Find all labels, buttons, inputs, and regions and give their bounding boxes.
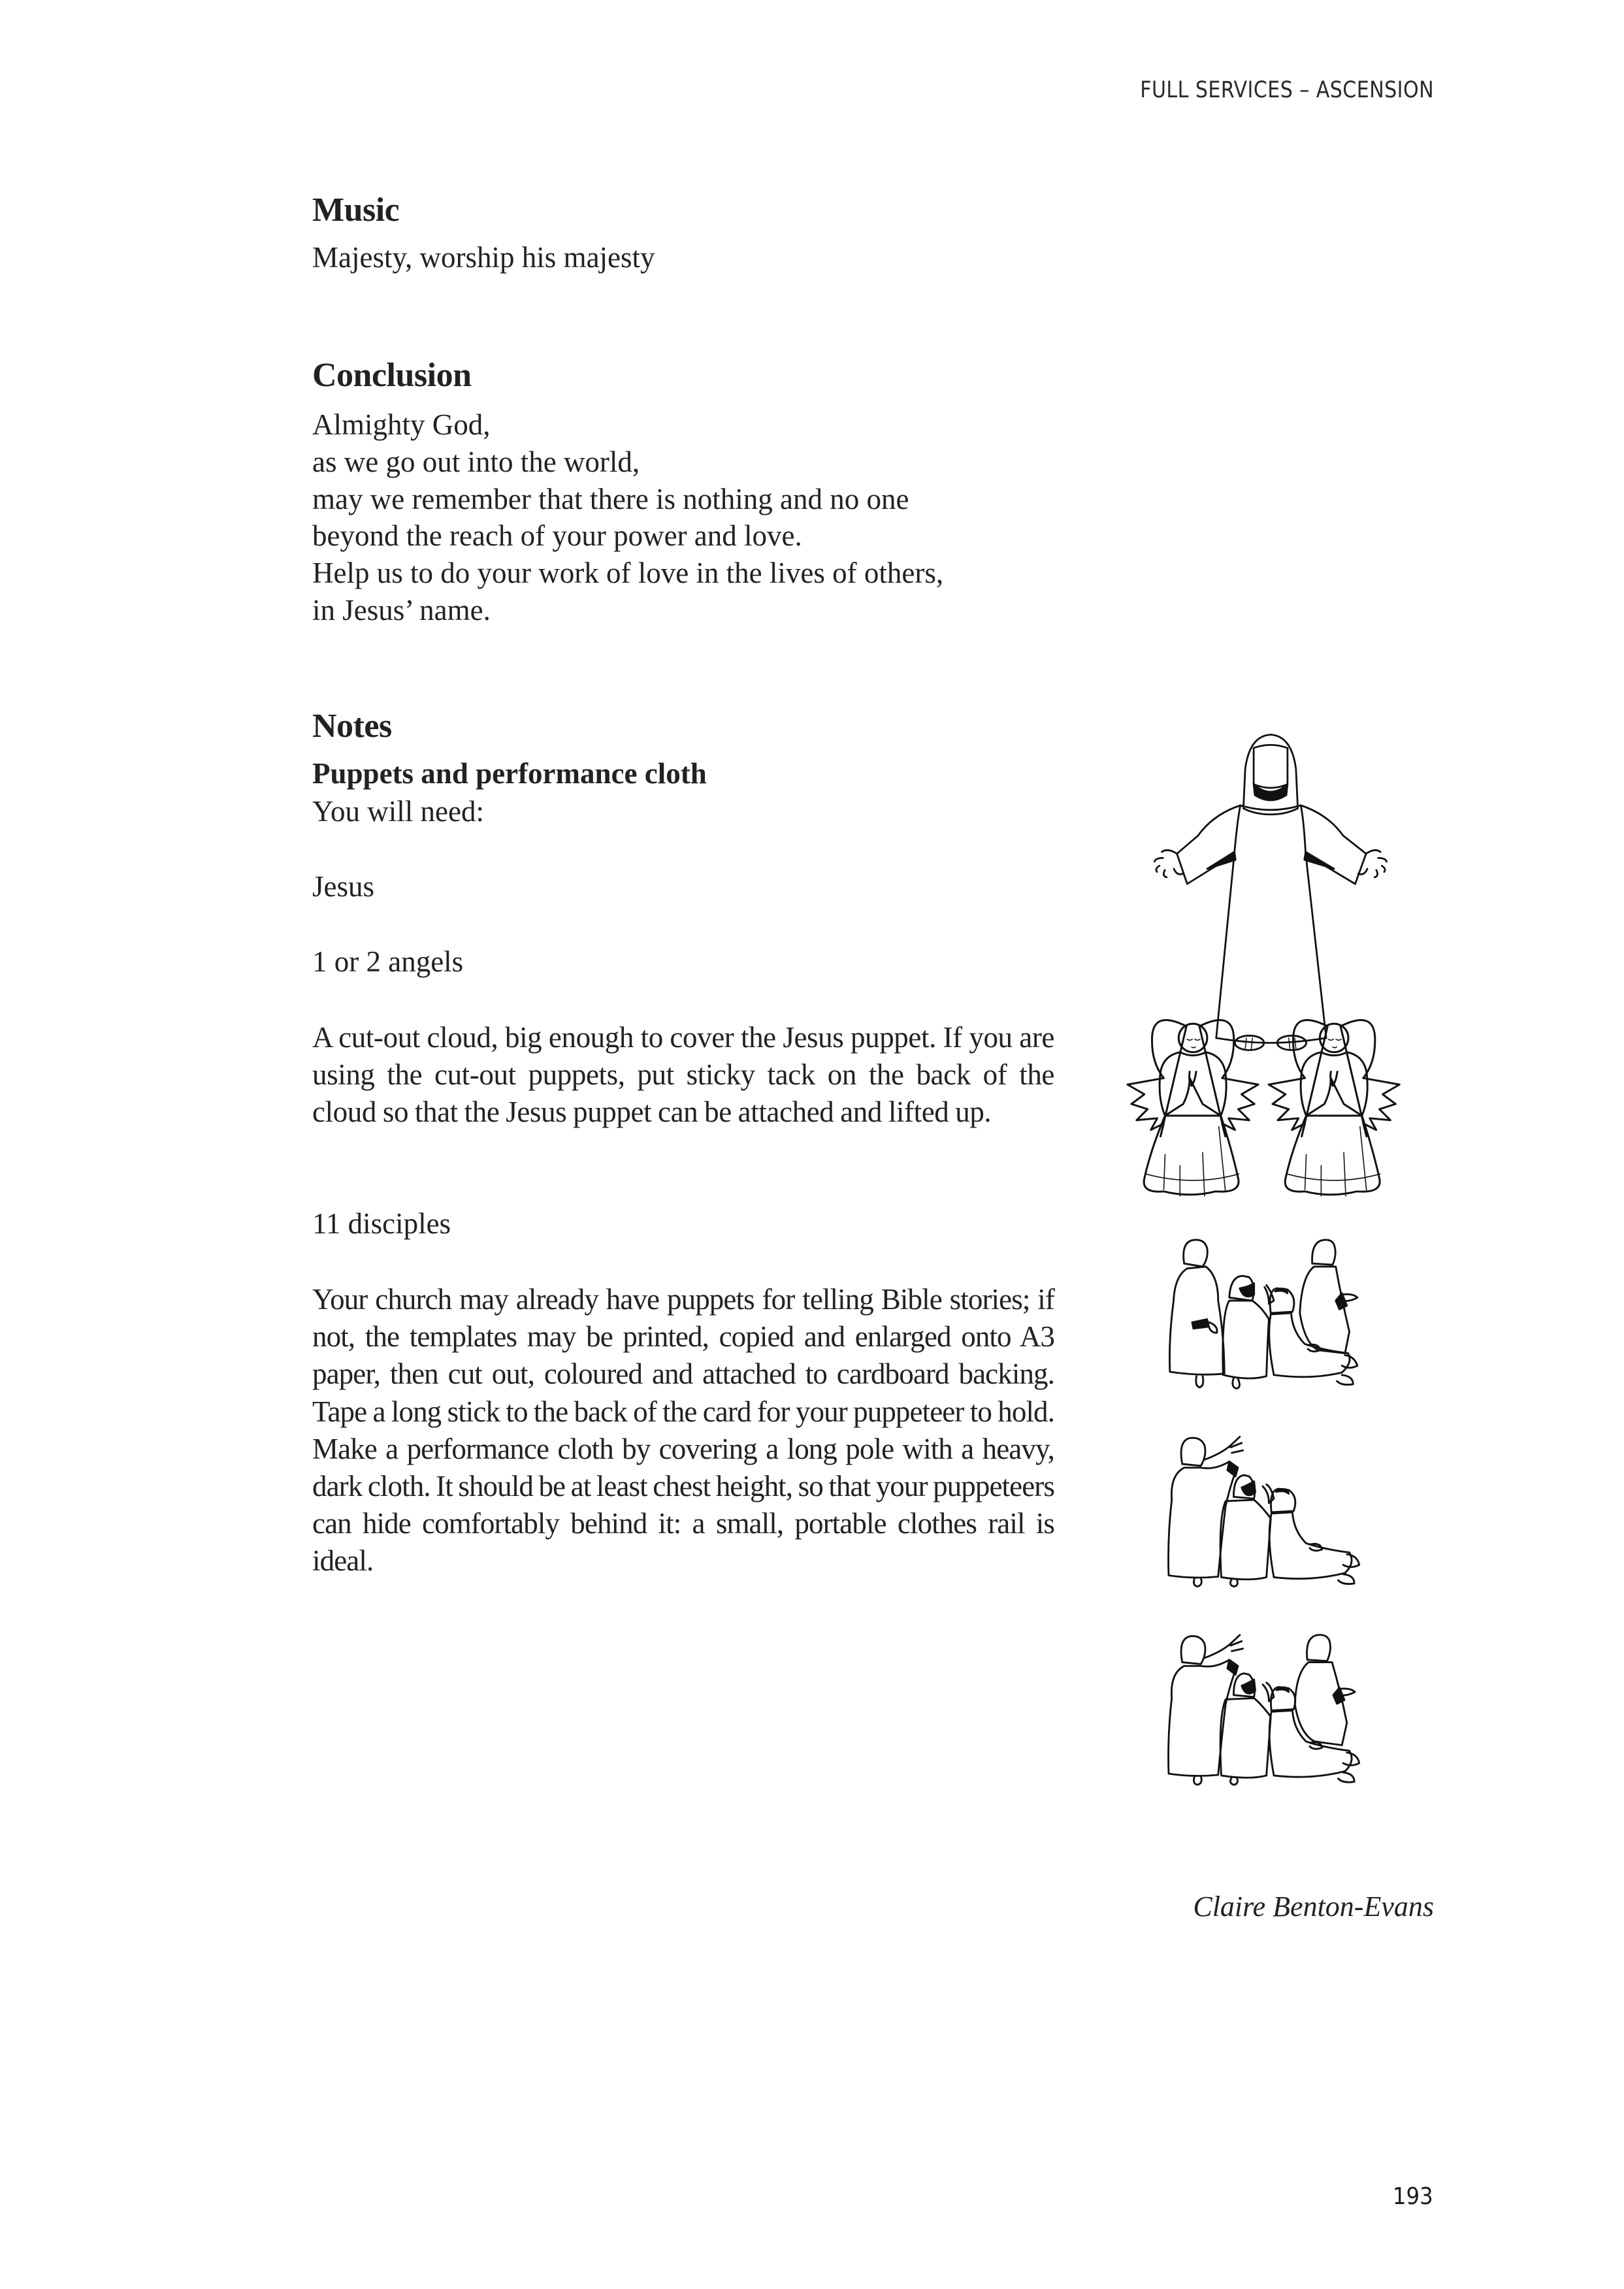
conclusion-line: as we go out into the world, <box>312 446 640 478</box>
angel-right <box>1269 1020 1399 1196</box>
conclusion-line: may we remember that there is nothing and no one <box>312 483 909 515</box>
conclusion-line: Almighty God, <box>312 408 491 441</box>
disciples-reaching-up-standing-icon <box>1156 1619 1391 1790</box>
notes-paragraph: Your church may already have puppets for telling Bible stories; if not, the templates may be printed, copied and enlarged onto A3 paper, then cut out, coloured and attached to cardboard backing. Tape a long stick to the back of the card for your puppeteer to hold. Make a performance cloth by covering a long pole with a heavy, dark cloth. It should be at least chest height, so that your puppeteers can hide comfortably behind it: a small, portable clothes rail is ideal. <box>312 1283 1054 1578</box>
notes-intro: You will need: <box>312 795 484 828</box>
conclusion-line: in Jesus’ name. <box>312 594 491 626</box>
needed-item: Jesus <box>312 870 375 903</box>
music-title: Majesty, worship his majesty <box>312 241 655 274</box>
notes-subheading: Puppets and performance cloth <box>312 757 707 790</box>
angels-puppet-illustration <box>1125 1006 1423 1202</box>
disciples-group-1-illustration <box>1156 1231 1391 1395</box>
angels-figure-icon <box>1125 1006 1423 1202</box>
needed-item: A cut-out cloud, big enough to cover the Jesus puppet. If you are using the cut-out puppets, put sticky tack on the back of the cloud so that the Jesus puppet can be attached and lifted up. <box>312 1021 1054 1129</box>
conclusion-heading: Conclusion <box>312 357 472 394</box>
music-heading: Music <box>312 191 400 229</box>
jesus-puppet-illustration <box>1150 724 1391 966</box>
needed-item: 11 disciples <box>312 1207 451 1240</box>
disciples-group-2-illustration <box>1156 1423 1391 1589</box>
angel-left <box>1128 1020 1258 1196</box>
running-head: FULL SERVICES – ASCENSION <box>1140 77 1434 103</box>
conclusion-line: Help us to do your work of love in the lives of others, <box>312 557 944 589</box>
needed-item: 1 or 2 angels <box>312 945 464 978</box>
disciples-looking-up-icon <box>1156 1231 1391 1395</box>
disciples-reaching-up-icon <box>1156 1423 1391 1589</box>
conclusion-line: beyond the reach of your power and love. <box>312 519 802 552</box>
page-number: 193 <box>1393 2183 1433 2210</box>
author-signature: Claire Benton-Evans <box>1193 1891 1434 1923</box>
disciples-group-3-illustration <box>1156 1619 1391 1790</box>
jesus-figure-icon <box>1150 724 1391 966</box>
notes-heading: Notes <box>312 707 392 745</box>
